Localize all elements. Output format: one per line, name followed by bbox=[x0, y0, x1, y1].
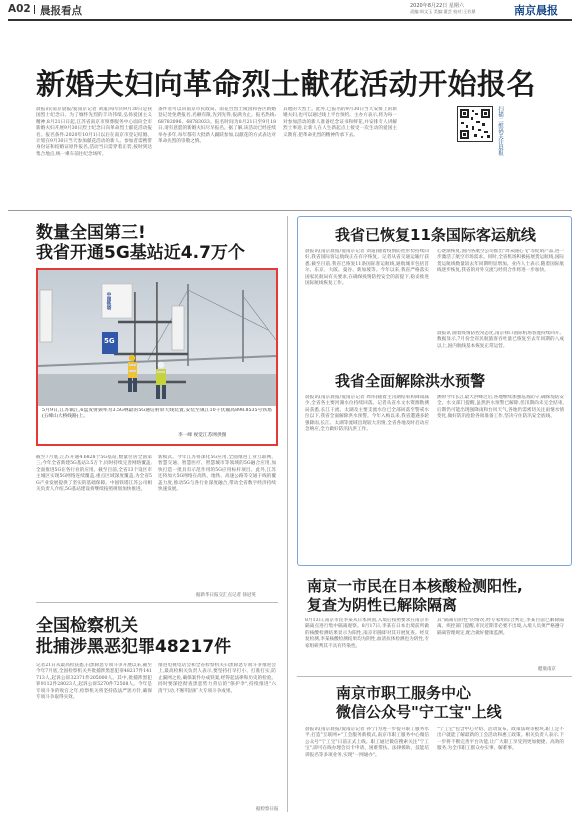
story-gambling-col-2: 推进电视电话会和全省检察机关扫黑除恶专项斗争推进会上,最高检相关负责人表示,要坚持打早打小、打准打实,防止漏网之鱼,确保案件办成铁案,经得起法律和历史的检验。同时要深挖彻查黑恶势力背后的"保护伞",持续推进"六清"行动,不断巩固扩大专项斗争成果。 bbox=[158, 663, 276, 694]
left-divider-1 bbox=[36, 602, 278, 603]
story-service-col-1: 晨报讯(南京晨报/爱南京记者 孙宁)为进一步提升职工服务水平,打造"互联网+"工会服务新模式,南京市职工服务中心微信公众号"宁工宝"日前正式上线。职工通过微信搜索关注"宁工宝",即可在线办理会员卡申请、困难帮扶、法律援助、技能培训报名等多项业务,实现"一网通办"。 bbox=[305, 727, 429, 758]
lead-col-2: 条件者可以向南京市民政局、雨花台烈士陵园和各区新婚登记处免费报名,名额有限,先到先得,报满为止。报名热线:68783096、68783033。报名时间为8月21日至9月18日,请有意愿的新婚夫妇尽早报名。据了解,该活动已经连续举办多年,每年都有大批新人踊跃参加,以献花的方式表达对革命先烈的崇敬之情。 bbox=[158, 107, 276, 145]
story-5g-headline-1: 数量全国第三! bbox=[36, 223, 146, 243]
right-divider bbox=[297, 676, 572, 677]
story-flights-col-1: 晨报讯(南京晨报/爱南京记者 刘道)随着疫情防控形势持续向好,我省国际客运航线正在有序恢复。记者从省交通运输厅获悉,截至目前,我省已恢复11条国际客运航线,通航城市包括首尔、东京、大阪、曼谷、新加坡等。今年以来,我省严格落实国家民航局有关要求,在确保疫情防控安全的前提下,稳妥推进国际航线恢复工作。 bbox=[305, 249, 429, 287]
story-flood-col-2: 测时今年长江最大洪峰过后,各地继续加强巡查防守,确保堤防安全。水文部门提醒,虽然洪水预警已解除,但汛期尚未完全结束,后期仍可能出现强降雨和台风天气,各地仍需密切关注雨情水情变化,做好防汛抢险各项准备工作,坚决守住防汛安全底线。 bbox=[437, 395, 564, 420]
column-divider bbox=[287, 216, 288, 812]
section-title: 晨报看点 bbox=[40, 5, 82, 17]
story-nucleic-footer: 健康南京 bbox=[538, 667, 556, 672]
story-flood-headline: 我省全面解除洪水预警 bbox=[335, 372, 486, 390]
story-5g-photo-caption: 5月9日,江苏镇江,6盘发射频率为3.5G林最的5G通信射屏天线装置,安装至镇江10千伏输高898.8535号铁塔(五峰山大桥线路)上。 bbox=[42, 408, 272, 420]
story-nucleic-col-1: 8月13日,南京市民李某从日本回国,入境后按照要求在南京市隔离点进行集中隔离观察。8月17日,李某在日本出境前所做的核酸检测结果显示为阳性,南京市随即对其开展复查。经反复检测,李某核酸检测结果均为阴性,血清抗体检测也为阴性,专家组研判其不具有传染性。 bbox=[305, 618, 429, 649]
story-flights-col-2: 心逐渐恢复,国内各航空公司推出"周末随心飞"等促销产品,进一步激活了航空市场需求。同时,全省机场积极拓展货运航线,国际货运航线数量较去年同期明显增加。业内人士表示,随着国际航线逐步恢复,我省的对外交流与经贸合作将进一步加快。 bbox=[437, 249, 564, 274]
story-service-headline-2: 微信公众号"宁工宝"上线 bbox=[336, 703, 502, 721]
qr-label: 扫描二维码关注晨报 bbox=[497, 106, 503, 156]
story-gambling-headline-2: 批捕涉黑恶犯罪48217件 bbox=[36, 637, 232, 657]
story-5g-col-1: 截至7月底,江苏开通4.6828个5G基站,数量位居全国第三;今年全省新建5G基站3.5万个,同时持续完善网络覆盖,全面推进5G在各行业的应用。截至目前,全省13个设区市主城区实现5G网络连续覆盖,重点区域深度覆盖,为全省5G产业发展提供了坚实的基础保障。中国铁塔江苏公司相关负责人介绍,5G基站建设将继续按照规划加快推进。 bbox=[36, 455, 152, 493]
editor-line: 责编:周文玉 美编:董芸 校对:王若鼎 bbox=[410, 9, 476, 14]
story-flood-col-1: 晨报讯(南京晨报/爱南京记者 周伟)随着主汛期结束和降雨减少,全省各主要河湖水位持续回落。记者从省水文水资源勘测局获悉,长江干流、太湖及主要支流水位已全部回落至警戒水位以下,我省全面解除洪水预警。今年入梅以来,我省遭遇多轮强降雨,长江、太湖等流域出现较大汛情,全省各地及时启动应急响应,全力做好防汛抗洪工作。 bbox=[305, 395, 429, 433]
story-5g-footer: 据新华日报交汇点记者 徐冠英 bbox=[196, 593, 256, 598]
story-nucleic-headline-2: 复查为阴性已解除隔离 bbox=[307, 596, 458, 614]
tower-workers-photo bbox=[38, 270, 276, 406]
story-flights-col-3: 晨报讯 随着疫情防控常态化,南京禄口国际机场客流持续回升。数据显示,7月份全省民航旅客吞吐量已恢复至去年同期的八成以上,国内航线基本恢复正常运营。 bbox=[437, 331, 564, 349]
page-number: A02 bbox=[8, 3, 31, 15]
story-5g-photo-frame bbox=[36, 268, 278, 446]
story-5g-col-2: 新模式。今年江苏将深化5G应用,全面推进工业互联网、智慧交通、智慧医疗、智慧城市等领域的5G融合应用,加快打造一批具有示范作用的5G应用标杆项目。此外,江苏还将加大5G网络在高铁、地铁、高速公路等交通干线的覆盖力度,推动5G与各行业深度融合,带动全省数字经济持续快速发展。 bbox=[158, 455, 276, 493]
header-rule bbox=[8, 19, 572, 21]
lead-col-3: 其他的大烈士。此外,已报名的9月30日当天安排上的新婚夫妇,也可以通过线上平台预约。主办方表示,将为每一对参加活动的新人准备纪念证书和鲜花,并安排专人讲解烈士事迹,让新人在人生新起点上接受一次生动的爱国主义教育,把革命先烈的精神传承下去。 bbox=[283, 107, 397, 138]
story-flights-headline: 我省已恢复11条国际客运航线 bbox=[335, 226, 536, 244]
story-service-col-2: "宁工宝"包含中心介绍、活动发布、政策法规等板块,职工足不出户就能了解最新的工会活动和惠工政策。相关负责人表示,下一步将不断完善平台功能,让广大职工享受到更加便捷、高效的服务,为全市职工群众办实事、解难事。 bbox=[437, 727, 564, 752]
story-5g-photo-byline: 李一峰 视觉江苏网供图 bbox=[178, 433, 227, 438]
story-nucleic-col-2: 其"隔离后阴性"的情况,经专家组综合判定,李某目前已解除隔离。疾控部门提醒,市民近期非必要不出境,入境人员须严格遵守隔离管理规定,配合做好健康监测。 bbox=[437, 618, 564, 636]
lead-headline: 新婚夫妇向革命烈士献花活动开始报名 bbox=[36, 67, 536, 101]
story-gambling-headline-1: 全国检察机关 bbox=[36, 616, 138, 636]
qr-code bbox=[457, 106, 493, 142]
photo-5g-label: 5G bbox=[104, 337, 115, 345]
story-service-headline-1: 南京市职工服务中心 bbox=[336, 684, 472, 702]
lead-col-1: 晨报讯(南京晨报/爱南京记者 刘道)每年的9月30日是我国烈士纪念日。为了缅怀先烈的丰功伟绩,弘扬爱国主义精神,8月21日日起,江苏省南京市殡葬服务中心面向全市新婚夫妇开展9月30日烈士纪念日向革命烈士献花活动报名。报名条件:2020年10月1日以后在南京市登记结婚、计划在9月30日当天参加献花活动的新人。参加者需携带身份证和结婚证原件报名,活动当日需穿着正装,按时到达集合地点,统一乘车前往纪念场所。 bbox=[36, 107, 152, 157]
date-line: 2020年8月22日 星期六 bbox=[410, 3, 464, 9]
story-gambling-footer: 据检察日报 bbox=[256, 807, 279, 812]
divider-mark bbox=[34, 5, 35, 14]
story-gambling-col-1: 记者21日从最高检获悉,扫黑除恶专项斗争开展以来,截至今年7月底,全国检察机关共批捕涉黑恶犯罪48217件141713人,起诉公诉32371件205000人。其中,批捕涉黑犯罪9112件28023人,起诉公诉5270件72508人。今年是专项斗争的收官之年,检察机关将坚持依法严惩方针,确保专项斗争取得实效。 bbox=[36, 663, 152, 701]
story-nucleic-headline-1: 南京一市民在日本核酸检测阳性, bbox=[307, 577, 523, 595]
story-5g-headline-2: 我省开通5G基站近4.7万个 bbox=[36, 243, 245, 263]
lead-bottom-rule bbox=[8, 210, 572, 211]
masthead-logo: 南京晨报 bbox=[514, 4, 558, 17]
photo-sign-label: 中国铁塔 bbox=[106, 292, 111, 310]
